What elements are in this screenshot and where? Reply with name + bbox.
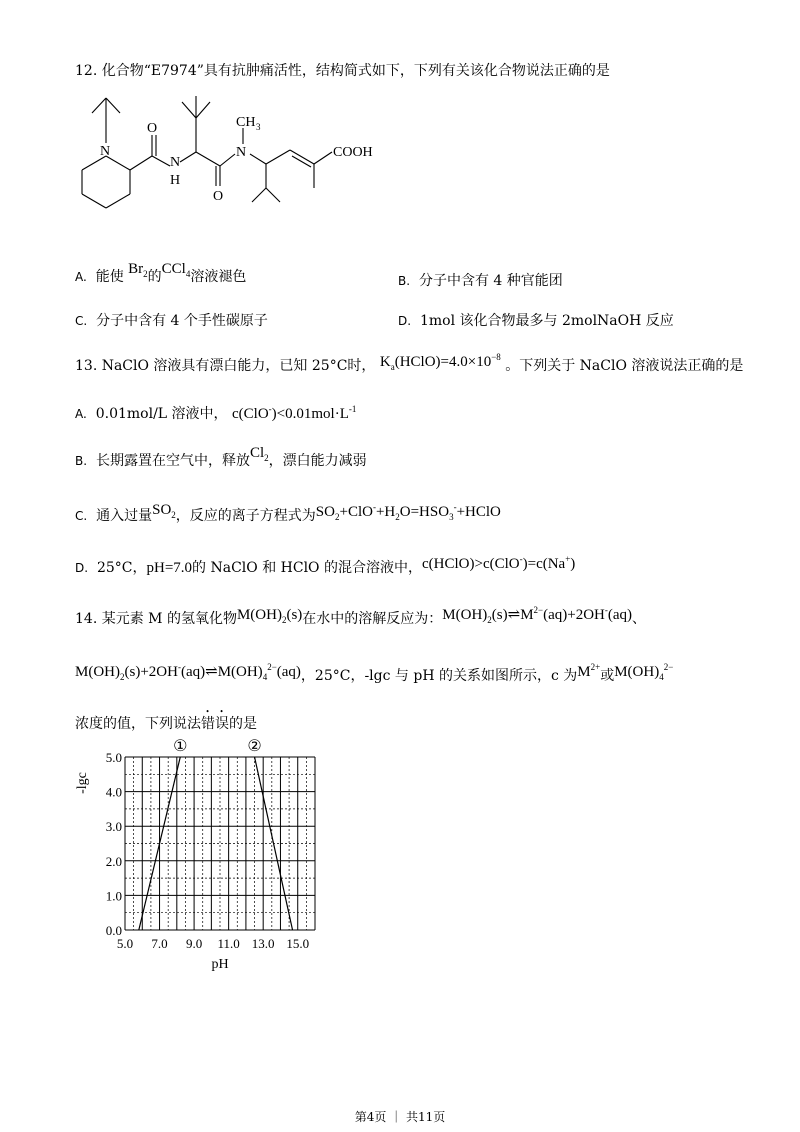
q12-option-b: B. 分子中含有 4 种官能团 <box>398 273 563 289</box>
series-label-2: ② <box>247 738 262 755</box>
x-tick-label: 9.0 <box>185 936 203 951</box>
x-tick-label: 11.0 <box>217 936 240 951</box>
x-tick-label: 13.0 <box>251 936 275 951</box>
q14-stem-line2: $M(OH)_2(s)+2OH^-(aq)\rightleftharpoons M(OH)_4^{2-}(aq)$，25°C，-lgc 与 pH 的关系如图所示，c 为$M^{2+}$或$M(OH)_4^{2-}$ <box>75 662 674 684</box>
q12-option-c: C. 分子中含有 4 个手性碳原子 <box>75 313 268 329</box>
q14-stem-line1: 14. 某元素 M 的氢氧化物$M(OH)_2(s)$在水中的溶解反应为：$M(OH)_2(s)\rightleftharpoons M^{2-}(aq)+2OH^-(aq)$、 <box>75 605 647 627</box>
q13-option-b: B. 长期露置在空气中，释放$Cl_2$，漂白能力减弱 <box>75 445 367 469</box>
y-tick-label: 1.0 <box>105 888 122 904</box>
y-tick-label: 4.0 <box>105 784 122 800</box>
y-tick-label: 3.0 <box>105 819 122 835</box>
y-tick-label: 5.0 <box>105 750 122 765</box>
struct-cooh: COOH <box>333 145 373 160</box>
struct-o2: O <box>213 189 224 204</box>
q13-option-c: C. 通入过量$SO_2$，反应的离子方程式为$SO_2+ClO^-+H_2O=HSO_3^-+HClO$ <box>75 502 501 524</box>
series-label-1: ① <box>173 738 188 755</box>
struct-n1: N <box>100 144 111 159</box>
q13-option-d: D. 25°C，pH=7.0的 NaClO 和 HClO 的混合溶液中，c(HClO)>c(ClO-)=c(Na+) <box>75 554 576 576</box>
struct-n3: N <box>236 145 247 160</box>
struct-ch: CH <box>236 115 256 130</box>
struct-o1: O <box>147 121 158 136</box>
struct-ch-sub: 3 <box>256 122 261 132</box>
y-axis-label: -lgc <box>75 772 90 794</box>
struct-n2: N <box>170 155 181 170</box>
q12-option-a: A. 能使 $Br_2$的CCl$_4$溶液褪色 <box>75 261 247 285</box>
x-tick-label: 7.0 <box>151 936 168 951</box>
q13-option-a: A. 0.01mol/L 溶液中， $c(ClO^-)<0.01mol\cdot L^{-1}$ <box>75 404 357 422</box>
q14-stem-line3: 浓度的值，下列说法错误的是 <box>75 716 257 732</box>
y-tick-label: 0.0 <box>105 923 122 938</box>
struct-h: H <box>170 173 181 188</box>
x-tick-label: 5.0 <box>116 936 134 951</box>
x-tick-label: 15.0 <box>286 936 310 951</box>
x-axis-label: pH <box>211 957 229 972</box>
page-footer: 第4页 ｜ 共11页 <box>354 1110 446 1124</box>
q12-option-d: D. 1mol 该化合物最多与 2molNaOH 反应 <box>398 313 674 329</box>
e7974-structure <box>70 88 390 218</box>
lgc-ph-chart <box>70 735 340 980</box>
q13-stem: 13. NaClO 溶液具有漂白能力，已知 25°C时， $K_a(HClO)=4.0\times 10^{-8}$ 。下列关于 NaClO 溶液说法正确的是 <box>75 352 744 374</box>
emphasis-error: 错误 <box>201 716 229 732</box>
q12-stem: 12. 化合物“E7974”具有抗肿痛活性，结构简式如下，下列有关该化合物说法正确的是 <box>75 63 610 79</box>
y-tick-label: 2.0 <box>105 853 122 869</box>
